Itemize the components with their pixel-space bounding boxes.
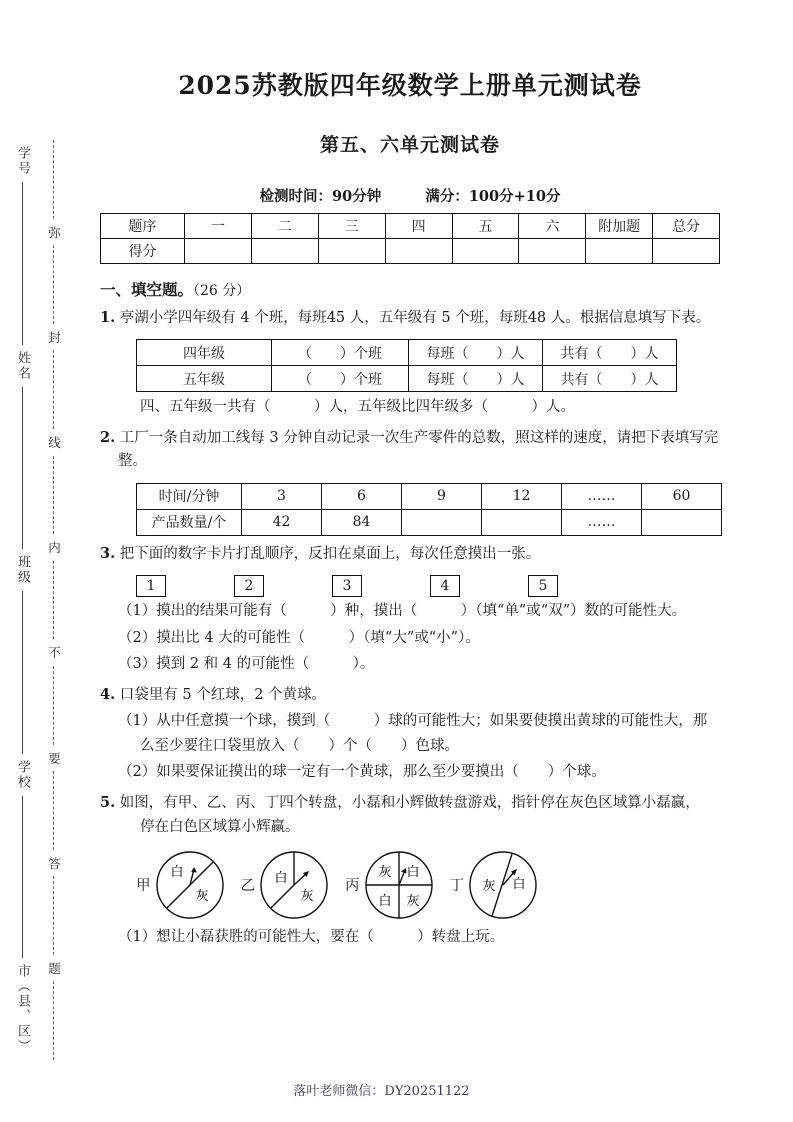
question-1-followup[interactable]: 四、五年级一共有（ ）人，五年级比四年级多（ ）人。 bbox=[140, 399, 575, 416]
time-value-3: 9 bbox=[402, 483, 482, 509]
product-row-label: 产品数量/个 bbox=[137, 509, 242, 535]
question-4-number: 4. bbox=[100, 685, 116, 703]
seal-dash-char-3: 线 bbox=[46, 436, 62, 449]
question-3-sub-2[interactable]: （2）摸出比 4 大的可能性（ ）（填“大”或“小”）。 bbox=[118, 629, 480, 646]
spinner-ding-region-2: 白 bbox=[512, 876, 526, 892]
question-4-body: 口袋里有 5 个红球，2 个黄球。 bbox=[119, 686, 327, 703]
product-value-4-blank[interactable] bbox=[482, 509, 562, 535]
question-5-sub-1[interactable]: （1）想让小磊获胜的可能性大，要在（ ）转盘上玩。 bbox=[118, 928, 505, 945]
score-col-bonus: 附加题 bbox=[586, 214, 653, 239]
question-1-body: 亭湖小学四年级有 4 个班，每班45 人，五年级有 5 个班，每班48 人。根据信息填写下表。 bbox=[119, 310, 711, 326]
number-card-3[interactable]: 3 bbox=[332, 575, 362, 597]
question-4-text bbox=[100, 683, 720, 707]
question-4-sub-1[interactable]: （1）从中任意摸一个球，摸到（ ）球的可能性大；如果要使摸出黄球的可能性大，那 bbox=[118, 713, 708, 730]
question-3-number-cards bbox=[136, 575, 720, 597]
spinner-yi bbox=[241, 848, 332, 922]
footer-watermark: 落叶老师微信：DY20251122 bbox=[293, 1084, 470, 1099]
number-card-4[interactable]: 4 bbox=[430, 575, 460, 597]
product-value-2: 84 bbox=[322, 509, 402, 535]
seal-rule bbox=[22, 182, 23, 345]
time-row-label: 时间/分钟 bbox=[137, 483, 242, 509]
spinner-bing bbox=[345, 848, 436, 922]
spinner-ding bbox=[450, 848, 541, 922]
spinner-yi-diagram[interactable] bbox=[257, 848, 331, 922]
time-value-4: 12 bbox=[482, 483, 562, 509]
spinner-yi-region-1: 白 bbox=[274, 870, 288, 886]
table-row bbox=[101, 239, 720, 264]
score-cell-5[interactable] bbox=[452, 239, 519, 264]
seal-label-class: 班级 bbox=[15, 555, 30, 585]
seal-label-school: 学校 bbox=[15, 759, 30, 790]
question-5-body-line2: 停在白色区域算小辉赢。 bbox=[140, 819, 300, 836]
question-2-number: 2. bbox=[100, 428, 116, 446]
score-cell-total[interactable] bbox=[653, 239, 720, 264]
product-value-ellipsis: …… bbox=[562, 509, 642, 535]
seal-label-district: 市（县、区） bbox=[15, 964, 30, 1054]
question-4-sub-1-cont[interactable]: 么至少要往口袋里放入（ ）个（ ）色球。 bbox=[140, 737, 459, 754]
number-card-2[interactable]: 2 bbox=[234, 575, 264, 597]
product-value-3-blank[interactable] bbox=[402, 509, 482, 535]
spinner-jia-region-2: 灰 bbox=[194, 888, 209, 904]
exam-total-score: 满分：100分+10分 bbox=[425, 188, 561, 205]
spinner-jia bbox=[136, 848, 227, 922]
section-heading-fill-blanks bbox=[100, 278, 720, 300]
table-row bbox=[137, 483, 722, 509]
product-value-1: 42 bbox=[242, 509, 322, 535]
page-subtitle: 第五、六单元测试卷 bbox=[319, 134, 500, 156]
time-value-2: 6 bbox=[322, 483, 402, 509]
spinner-yi-label: 乙 bbox=[240, 878, 255, 895]
question-3-sub-3[interactable]: （3）摸到 2 和 4 的可能性（ ）。 bbox=[118, 656, 375, 673]
question-2-body: 工厂一条自动加工线每 3 分钟自动记录一次生产零件的总数，照这样的速度，请把下表填写完整。 bbox=[118, 429, 719, 470]
spinner-bing-region-4: 灰 bbox=[405, 893, 420, 909]
score-col-total: 总分 bbox=[653, 214, 720, 239]
score-cell-2[interactable] bbox=[251, 239, 318, 264]
grade4-per-class-blank[interactable]: 每班（ ）人 bbox=[409, 340, 543, 366]
score-col-3: 三 bbox=[318, 214, 385, 239]
exam-page bbox=[100, 0, 720, 949]
spinner-bing-region-3: 白 bbox=[377, 893, 392, 909]
section-title: 一、填空题。 bbox=[100, 280, 194, 299]
question-1-number: 1. bbox=[100, 309, 116, 326]
grade4-total-blank[interactable]: 共有（ ）人 bbox=[543, 340, 677, 366]
table-row bbox=[137, 509, 722, 535]
spinner-jia-diagram[interactable] bbox=[153, 848, 227, 922]
seal-dash-rule bbox=[53, 981, 54, 1060]
spinner-bing-region-2: 白 bbox=[405, 864, 420, 880]
score-col-6: 六 bbox=[519, 214, 586, 239]
question-3-sub-1[interactable]: （1）摸出的结果可能有（ ）种，摸出（ ）（填“单”或“双”）数的可能性大。 bbox=[118, 603, 687, 620]
grade5-classes-blank[interactable]: （ ）个班 bbox=[272, 366, 409, 392]
spinner-bing-label: 丙 bbox=[345, 878, 360, 895]
score-cell-1[interactable] bbox=[185, 239, 252, 264]
number-card-5[interactable]: 5 bbox=[528, 575, 558, 597]
question-5-body: 如图，有甲、乙、丙、丁四个转盘，小磊和小辉做转盘游戏，指针停在灰色区域算小磊赢， bbox=[119, 794, 700, 811]
time-value-6: 60 bbox=[642, 483, 722, 509]
seal-dash-char-4: 内 bbox=[46, 541, 62, 554]
seal-dash-char-5: 不 bbox=[46, 646, 62, 659]
question-1-table bbox=[136, 339, 677, 392]
seal-dash-rule bbox=[53, 245, 54, 324]
seal-rule bbox=[22, 591, 23, 754]
question-4-sub-2[interactable]: （2）如果要保证摸出的球一定有一个黄球，那么至少要摸出（ ）个球。 bbox=[118, 764, 606, 781]
spinner-jia-region-1: 白 bbox=[169, 864, 184, 880]
seal-rule bbox=[22, 387, 23, 550]
seal-dashed-column bbox=[47, 140, 60, 1060]
score-col-1: 一 bbox=[185, 214, 252, 239]
question-2-table bbox=[136, 483, 722, 536]
table-row bbox=[137, 340, 677, 366]
seal-dash-rule bbox=[53, 350, 54, 429]
exam-duration: 检测时间：90分钟 bbox=[259, 188, 382, 205]
score-cell-6[interactable] bbox=[519, 239, 586, 264]
page-title: 2025苏教版四年级数学上册单元测试卷 bbox=[178, 71, 642, 100]
score-cell-3[interactable] bbox=[318, 239, 385, 264]
spinner-bing-diagram[interactable] bbox=[362, 848, 436, 922]
spinner-ding-diagram[interactable] bbox=[466, 848, 540, 922]
question-5-text bbox=[100, 791, 720, 815]
question-5-number: 5. bbox=[100, 793, 116, 811]
score-cell-bonus[interactable] bbox=[586, 239, 653, 264]
seal-dash-rule bbox=[53, 666, 54, 745]
grade5-label: 五年级 bbox=[137, 366, 272, 392]
seal-rule bbox=[22, 796, 23, 959]
seal-dash-rule bbox=[53, 876, 54, 955]
exam-meta bbox=[100, 185, 720, 206]
score-cell-4[interactable] bbox=[385, 239, 452, 264]
seal-dash-char-6: 要 bbox=[46, 751, 62, 765]
seal-dash-char-2: 封 bbox=[46, 330, 62, 344]
seal-dash-rule bbox=[53, 561, 54, 640]
spinner-jia-label: 甲 bbox=[136, 878, 151, 895]
grade5-per-class-blank[interactable]: 每班（ ）人 bbox=[409, 366, 543, 392]
spinner-yi-region-2: 灰 bbox=[300, 888, 314, 904]
score-col-2: 二 bbox=[251, 214, 318, 239]
grade5-total-blank[interactable]: 共有（ ）人 bbox=[543, 366, 677, 392]
seal-dash-char-7: 答 bbox=[46, 856, 62, 870]
time-value-ellipsis: …… bbox=[562, 483, 642, 509]
number-card-1[interactable]: 1 bbox=[136, 575, 166, 597]
seal-dash-rule bbox=[53, 456, 54, 535]
score-col-4: 四 bbox=[385, 214, 452, 239]
question-3-body: 把下面的数字卡片打乱顺序，反扣在桌面上，每次任意摸出一张。 bbox=[119, 545, 541, 562]
score-col-5: 五 bbox=[452, 214, 519, 239]
seal-dash-rule bbox=[53, 140, 54, 219]
score-table bbox=[100, 213, 720, 264]
table-row bbox=[137, 366, 677, 392]
question-3-text bbox=[100, 542, 720, 566]
section-points: （26 分） bbox=[193, 283, 251, 299]
question-5-spinners bbox=[136, 848, 720, 922]
time-value-1: 3 bbox=[242, 483, 322, 509]
seal-label-column bbox=[16, 140, 29, 1060]
grade4-label: 四年级 bbox=[137, 340, 272, 366]
product-value-6-blank[interactable] bbox=[642, 509, 722, 535]
seal-margin bbox=[0, 0, 72, 1122]
seal-label-name: 姓名 bbox=[15, 350, 30, 381]
question-1-text bbox=[100, 306, 720, 330]
seal-dash-char-1: 弥 bbox=[46, 225, 62, 239]
seal-dash-rule bbox=[53, 771, 54, 850]
question-2-text bbox=[100, 426, 720, 474]
spinner-bing-region-1: 灰 bbox=[377, 864, 392, 880]
spinner-ding-label: 丁 bbox=[449, 878, 464, 895]
score-row-label-points: 得分 bbox=[101, 239, 185, 264]
grade4-classes-blank[interactable]: （ ）个班 bbox=[272, 340, 409, 366]
question-3-number: 3. bbox=[100, 544, 116, 562]
spinner-ding-region-1: 灰 bbox=[482, 878, 496, 894]
seal-label-student-id: 学号 bbox=[15, 146, 30, 176]
seal-dash-char-8: 题 bbox=[46, 961, 62, 975]
table-row-header bbox=[101, 214, 720, 239]
score-row-label-order: 题序 bbox=[101, 214, 185, 239]
